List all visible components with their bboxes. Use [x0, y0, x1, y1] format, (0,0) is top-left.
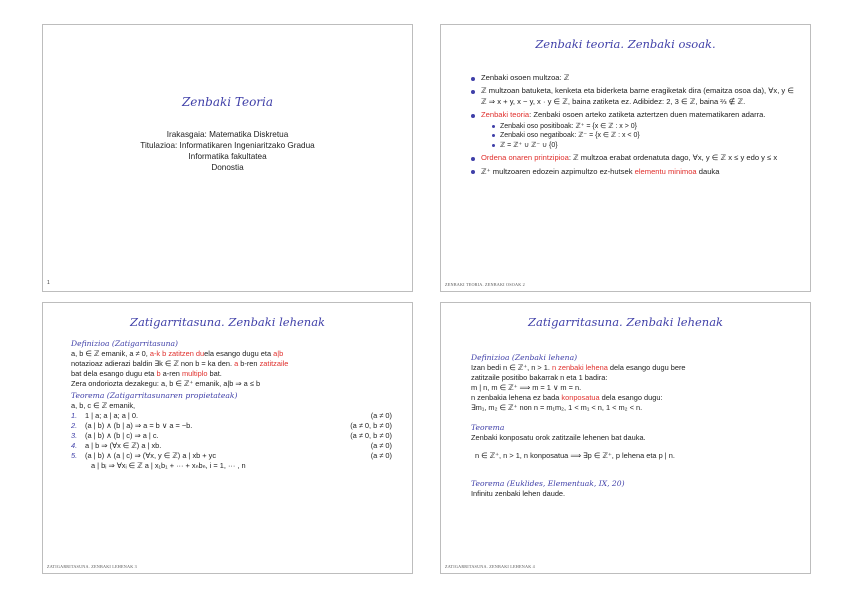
info-city: Donostia: [211, 163, 244, 172]
slide-2-title: Zenbaki teoria. Zenbaki osoak.: [535, 37, 716, 51]
definition-line-2: [71, 359, 392, 369]
property-number: 3.: [71, 431, 78, 440]
bullet-5-post: dauka: [696, 166, 720, 176]
property-3: [71, 431, 392, 441]
slide-4-footer: ZATIGARRITASUNA. ZENBAKI LEHENAK 4: [445, 564, 535, 569]
slide-3-body: [71, 337, 392, 471]
conclusion: Zera ondoriozta dezakegu: a, b ∈ ℤ⁺ emanik, a|b ⇒ a ≤ b: [71, 379, 261, 388]
term-zatitzen-du: a-k b zatitzen du: [149, 349, 205, 358]
bullet-4: [469, 153, 794, 163]
def-text-2b: b-ren: [238, 359, 260, 368]
theorem-formula: n ∈ ℤ⁺, n > 1, n konposatua ⟹ ∃p ∈ ℤ⁺, p lehena eta p | n.: [475, 451, 675, 460]
property-2: [71, 421, 392, 431]
sub-bullet-negative: Zenbaki oso negatiboak: ℤ⁻ = {x ∈ ℤ : x < 0}: [491, 131, 794, 141]
property-text: (a | b) ∧ (b | c) ⇒ a | c.: [85, 431, 159, 440]
bullet-5-pre: ℤ⁺ multzoaren edozein azpimultzo ez-hutsek: [481, 166, 635, 176]
sub-bullet-union: ℤ = ℤ⁺ ∪ ℤ⁻ ∪ {0}: [491, 141, 794, 151]
def-text-3c: bat.: [207, 369, 222, 378]
def-text-1a: a, b ∈ ℤ emanik, a ≠ 0,: [71, 349, 150, 358]
term-a-divides-b: a|b: [273, 349, 284, 358]
property-text: (a | b) ∧ (a | c) ⇒ (∀x, y ∈ ℤ) a | xb + yc: [85, 451, 217, 460]
slide-1-info: [43, 129, 412, 173]
definition-line-1: [71, 349, 392, 359]
info-course: Irakasgaia: Matematika Diskretua: [166, 130, 289, 139]
def-text-4b: dela esango dugu:: [599, 393, 663, 402]
term-konposatua: konposatua: [561, 393, 600, 402]
property-text: a | b ⇒ (∀x ∈ ℤ) a | xb.: [85, 441, 162, 450]
slide-4-title: Zatigarritasuna. Zenbaki lehenak: [527, 315, 724, 329]
bullet-3-text: : Zenbaki osoen arteko zatiketa aztertzen duen matematikaren adarra.: [529, 110, 766, 120]
def-line-3: m | n, m ∈ ℤ⁺ ⟹ m = 1 ∨ m = n.: [471, 383, 582, 392]
def-line-2: zatitzaile positibo bakarrak n eta 1 badira:: [471, 373, 608, 382]
slide-3-title: Zatigarritasuna. Zenbaki lehenak: [129, 315, 326, 329]
slide-3-footer: ZATIGARRITASUNA. ZENBAKI LEHENAK 3: [47, 564, 137, 569]
term-elementu-minimoa: elementu minimoa: [634, 166, 697, 176]
def-line-5: ∃m₁, m₂ ∈ ℤ⁺ non n = m₁m₂, 1 < m₁ < n, 1 < m₂ < n.: [471, 403, 643, 412]
info-faculty: Informatika fakultatea: [188, 152, 267, 161]
property-text: 1 | a; a | a; a | 0.: [85, 411, 139, 420]
term-zatitzaile: zatitzaile: [259, 359, 289, 368]
term-ordena-onaren: Ordena onaren printzipioa: [481, 153, 569, 163]
theorem-heading: Teorema: [471, 423, 505, 432]
slide-2[interactable]: [440, 24, 811, 292]
slide-1[interactable]: [42, 24, 413, 292]
slide-1-page: 1: [47, 280, 50, 286]
property-number: 1.: [71, 411, 78, 420]
def-line-1: [471, 363, 790, 373]
bullet-3-sublist: [481, 122, 794, 151]
property-condition: (a ≠ 0): [370, 441, 392, 450]
theorem-text: Zenbaki konposatu orok zatitzaile lehenen bat dauka.: [471, 433, 646, 442]
slide-3[interactable]: [42, 302, 413, 574]
term-zenbaki-lehena: n zenbaki lehena: [551, 363, 608, 372]
property-4: [71, 441, 392, 451]
def-text-1a: Izan bedi n ∈ ℤ⁺, n > 1.: [471, 363, 552, 372]
term-b: b: [156, 369, 161, 378]
def-line-4: [471, 393, 790, 403]
slide-2-bullets: [469, 73, 794, 180]
info-degree: Titulazioa: Informatikaren Ingeniaritzako Gradua: [140, 141, 315, 150]
property-number: 2.: [71, 421, 78, 430]
slide-4[interactable]: [440, 302, 811, 574]
def-text-3b: a-ren: [160, 369, 182, 378]
sub-bullet-positive: Zenbaki oso positiboak: ℤ⁺ = {x ∈ ℤ : x > 0}: [491, 122, 794, 132]
property-5: [71, 451, 392, 471]
def-text-1b: dela esango dugu bere: [607, 363, 686, 372]
definition-line-3: [71, 369, 392, 379]
bullet-2: ℤ multzoan batuketa, kenketa eta biderketa barne eragiketak dira (emaitza osoa da), ∀x, y ∈ ℤ ⇒ x + y, x − y, x · y ∈ ℤ, baina zatiketa ez. Adibidez: 2, 3 ∈ ℤ, baina ⅔ ∉ ℤ.: [469, 86, 794, 107]
term-multiplo: multiplo: [181, 369, 208, 378]
bullet-4-text: : ℤ multzoa erabat ordenatuta dago, ∀x, y ∈ ℤ x ≤ y edo y ≤ x: [568, 153, 778, 163]
property-text: (a | b) ∧ (b | a) ⇒ a = b ∨ a = −b.: [85, 421, 193, 430]
definition-heading: Definizioa (Zatigarritasuna): [71, 339, 178, 348]
property-condition: (a ≠ 0): [370, 451, 392, 460]
property-number: 5.: [71, 451, 78, 460]
bullet-5: [469, 167, 794, 177]
term-zenbaki-teoria: Zenbaki teoria: [481, 110, 530, 120]
def-text-4a: n zenbakia lehena ez bada: [471, 393, 562, 402]
property-5-line-2: a | bᵢ ⇒ ∀xᵢ ∈ ℤ a | x₁b₁ + ··· + xₙbₙ, i = 1, ··· , n: [91, 461, 246, 470]
bullet-1: Zenbaki osoen multzoa: ℤ: [469, 73, 794, 83]
theorem-heading: Teorema (Zatigarritasunaren propietateak): [71, 391, 238, 400]
theorem-2-text: Infinitu zenbaki lehen daude.: [471, 489, 566, 498]
theorem-2-heading: Teorema (Euklides, Elementuak, IX, 20): [471, 479, 625, 488]
def-text-2a: notazioaz adierazi baldin ∃k ∈ ℤ non b = ka den.: [71, 359, 235, 368]
def-text-3a: bat dela esango dugu eta: [71, 369, 157, 378]
property-condition: (a ≠ 0, b ≠ 0): [350, 421, 392, 430]
def-text-1b: ela esango dugu eta: [204, 349, 274, 358]
property-number: 4.: [71, 441, 78, 450]
bullet-3: [469, 110, 794, 150]
slide-1-title: Zenbaki Teoria: [181, 95, 274, 109]
property-condition: (a ≠ 0): [370, 411, 392, 420]
slide-2-footer: ZENBAKI TEORIA. ZENBAKI OSOAK 2: [445, 282, 525, 287]
term-a: a: [234, 359, 239, 368]
slide-4-body: [471, 351, 790, 499]
definition-heading: Definizioa (Zenbaki lehena): [471, 353, 578, 362]
theorem-intro: a, b, c ∈ ℤ emanik,: [71, 401, 136, 410]
property-condition: (a ≠ 0, b ≠ 0): [350, 431, 392, 440]
property-1: [71, 411, 392, 421]
